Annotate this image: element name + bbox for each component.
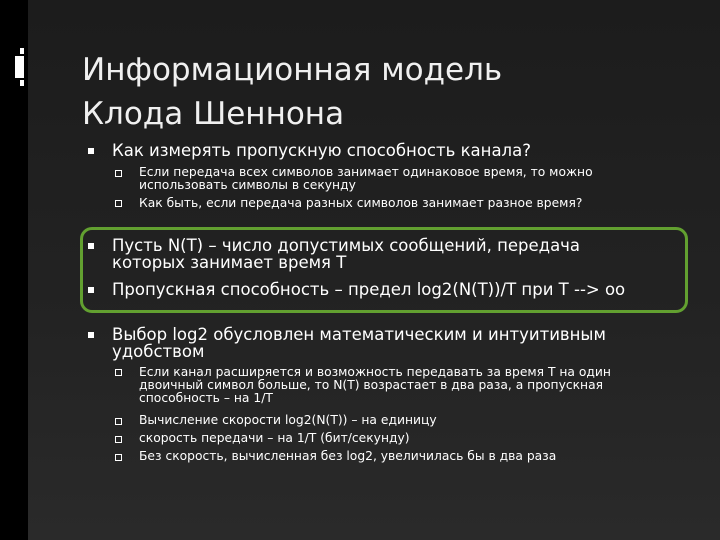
bullet-4-line-2: удобством [112, 342, 205, 361]
edge-bar-top [20, 48, 24, 54]
sub-bullet-square-icon [115, 369, 122, 376]
slide-title [82, 48, 702, 136]
bullet-square-icon [88, 148, 94, 154]
bullet-2-line-2: которых занимает время T [112, 253, 347, 272]
bullet-square-icon [88, 287, 94, 293]
title-line-2: Клода Шеннона [82, 96, 345, 132]
bullet-4-sub-3: скорость передачи – на 1/T (бит/секунду) [139, 431, 410, 445]
bullet-3-text: Пропускная способность – предел log2(N(T))/T при T --> oo [112, 280, 626, 299]
sub-bullet-square-icon [115, 454, 122, 461]
bullet-4-sub-1-line-3: способность – на 1/T [139, 391, 273, 405]
edge-bar-main [15, 56, 24, 78]
bullet-2-line-1: Пусть N(T) – число допустимых сообщений, передача [112, 236, 581, 255]
bullet-4-sub-2: Вычисление скорости log2(N(T)) – на единицу [139, 413, 437, 427]
bullet-1-sub-1-line-2: использовать символы в секунду [139, 178, 356, 192]
bullet-square-icon [88, 243, 94, 249]
bullet-4-sub-1-line-1: Если канал расширяется и возможность передавать за время T на один [139, 365, 611, 379]
sub-bullet-square-icon [115, 170, 122, 177]
bullet-1-sub-1-line-1: Если передача всех символов занимает одинаковое время, то можно [139, 165, 593, 179]
bullet-4-sub-4: Без скорость, вычисленная без log2, увеличилась бы в два раза [139, 449, 557, 463]
bullet-1-text: Как измерять пропускную способность канала? [112, 141, 531, 160]
bullet-square-icon [88, 332, 94, 338]
bullet-1-sub-2: Как быть, если передача разных символов занимает разное время? [139, 196, 583, 210]
sub-bullet-square-icon [115, 436, 122, 443]
bullet-4-line-1: Выбор log2 обусловлен математическим и интуитивным [112, 325, 606, 344]
bullet-4-sub-1-line-2: двоичный символ больше, то N(T) возрастает в два раза, а пропускная [139, 378, 604, 392]
title-line-1: Информационная модель [82, 52, 503, 88]
sub-bullet-square-icon [115, 200, 122, 207]
edge-bar-bottom [20, 80, 24, 86]
sub-bullet-square-icon [115, 418, 122, 425]
